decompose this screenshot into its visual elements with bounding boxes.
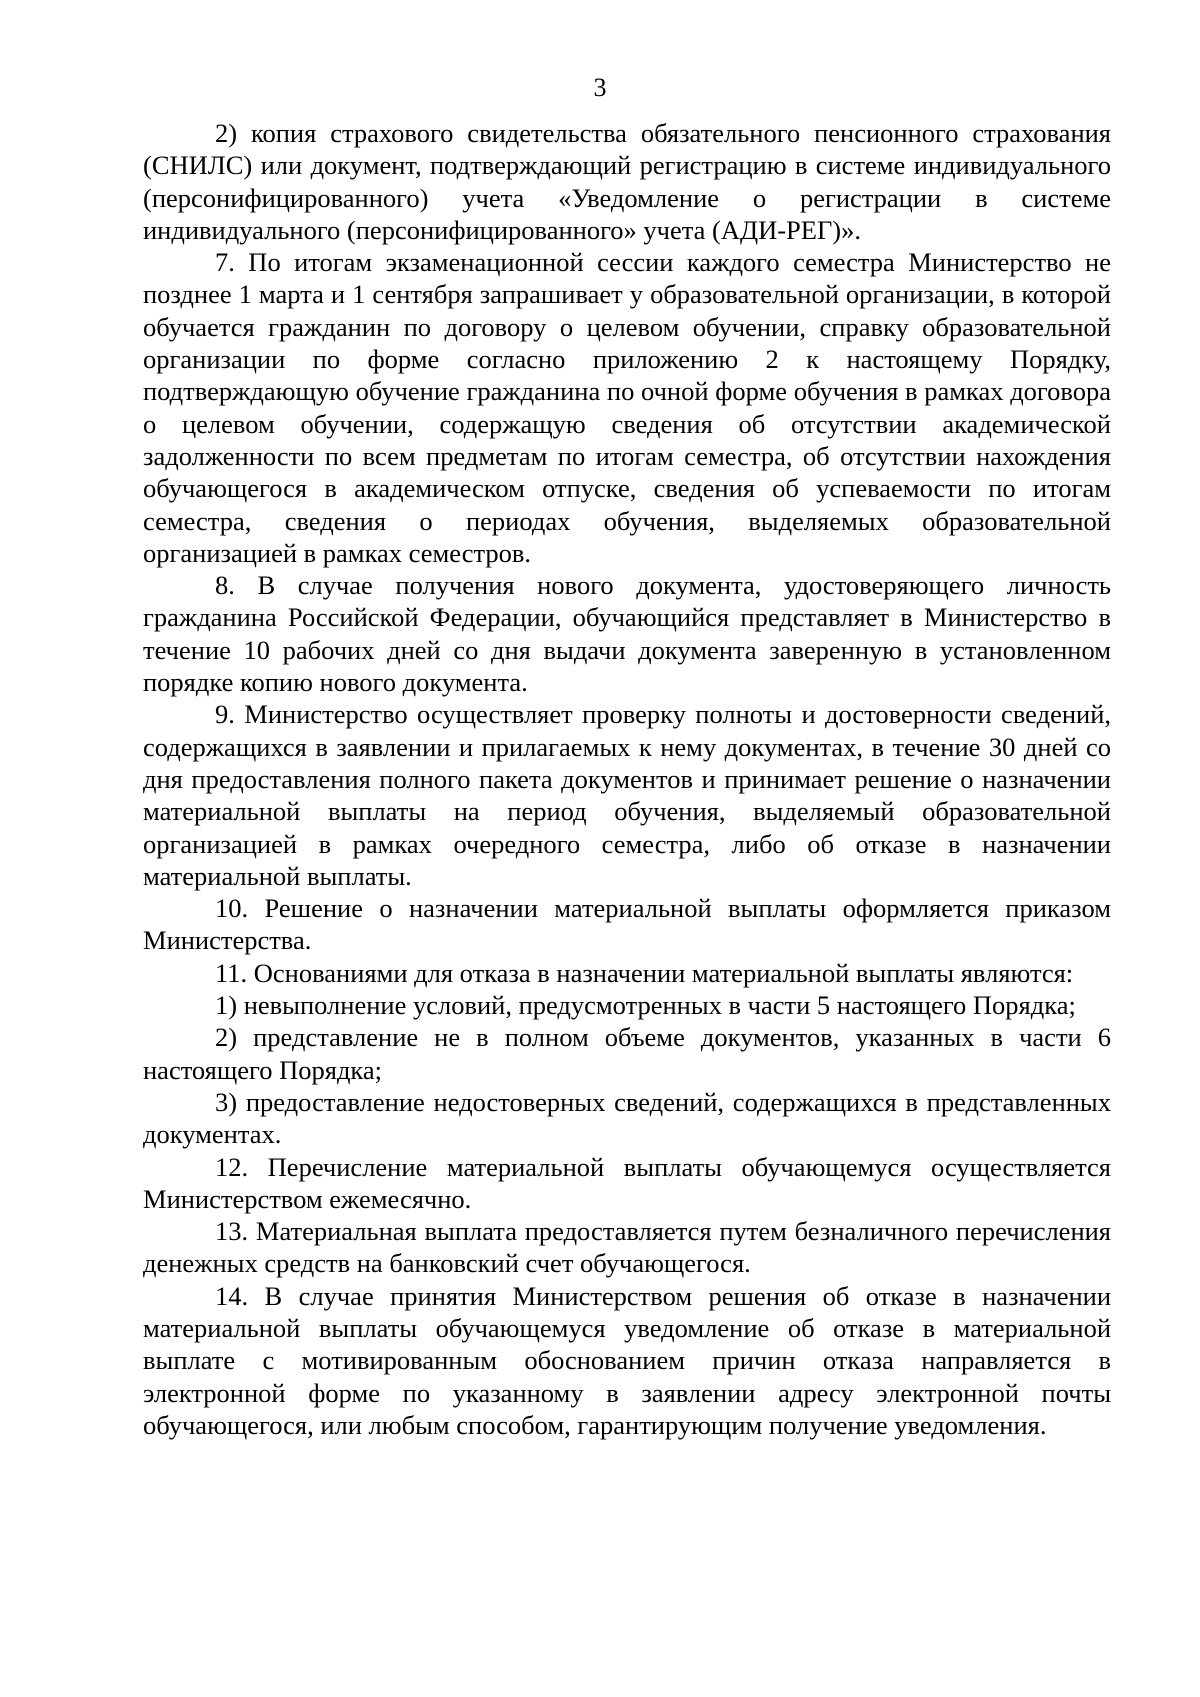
page-number: 3	[593, 73, 607, 102]
paragraph-14-refusal-notice: 14. В случае принятия Министерством решения об отказе в назначении материальной выплаты обучающемуся уведомление об отказе в материальной выплате с мотивированным обоснованием причин отказа направляется в электронной форме по указанному в заявлении адресу электронной почты обучающегося, или любым способом, гарантирующим получение уведомления.	[143, 1280, 1111, 1440]
paragraph-11-refusal-grounds: 11. Основаниями для отказа в назначении материальной выплаты являются:	[215, 957, 1074, 988]
document-body	[143, 117, 1111, 1441]
paragraph-9-verification: 9. Министерство осуществляет проверку полноты и достоверности сведений, содержащихся в заявлении и прилагаемых к нему документах, в течение 30 дней со дня предоставления полного пакета документов и принимает решение о назначении материальной выплаты на период обучения, выделяемый образовательной организацией в рамках очередного семестра, либо об отказе в назначении материальной выплаты.	[143, 699, 1111, 891]
paragraph-11-item-3: 3) предоставление недостоверных сведений, содержащихся в представленных документах.	[143, 1086, 1111, 1150]
paragraph-item-2-snils: 2) копия страхового свидетельства обязательного пенсионного страхования (СНИЛС) или документ, подтверждающий регистрацию в системе индивидуального (персонифицированного) учета «Уведомление о регистрации в системе индивидуального (персонифицированного» учета (АДИ-РЕГ)».	[143, 118, 1111, 245]
paragraph-11-item-1: 1) невыполнение условий, предусмотренных в части 5 настоящего Порядка;	[215, 990, 1076, 1021]
paragraph-8-new-identity-document: 8. В случае получения нового документа, удостоверяющего личность гражданина Российской Федерации, обучающийся представляет в Министерство в течение 10 рабочих дней со дня выдачи документа заверенную в установленном порядке копию нового документа.	[143, 570, 1111, 698]
paragraph-12-monthly-transfer: 12. Перечисление материальной выплаты обучающемуся осуществляется Министерством ежемесячно.	[143, 1151, 1111, 1214]
paragraph-11-item-2: 2) представление не в полном объеме документов, указанных в части 6 настоящего Порядка;	[143, 1022, 1111, 1085]
paragraph-7-semester-certificate: 7. По итогам экзаменационной сессии каждого семестра Министерство не позднее 1 марта и 1 сентября запрашивает у образовательной организации, в которой обучается гражданин по договору о целевом обучении, справку образовательной организации по форме согласно приложению 2 к настоящему Порядку, подтверждающую обучение гражданина по очной форме обучения в рамках договора о целевом обучении, содержащую сведения об отсутствии академической задолженности по всем предметам по итогам семестра, об отсутствии нахождения обучающегося в академическом отпуске, сведения об успеваемости по итогам семестра, сведения о периодах обучения, выделяемых образовательной организацией в рамках семестров.	[143, 247, 1111, 568]
paragraph-13-bank-transfer: 13. Материальная выплата предоставляется путем безналичного перечисления денежных средств на банковский счет обучающегося.	[143, 1216, 1111, 1279]
paragraph-10-decision-order: 10. Решение о назначении материальной выплаты оформляется приказом Министерства.	[143, 893, 1111, 956]
